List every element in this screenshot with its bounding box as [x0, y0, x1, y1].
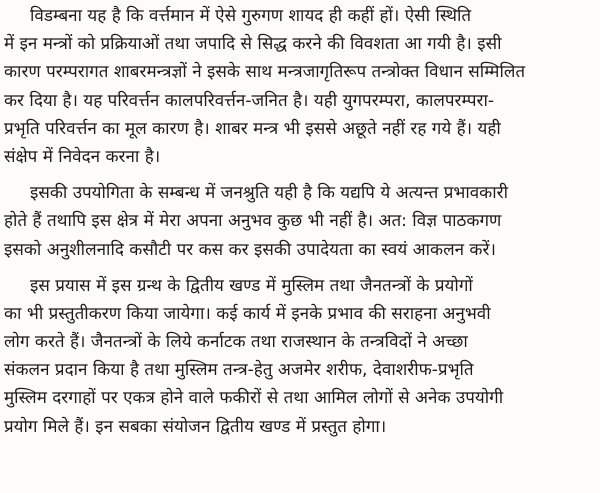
paragraph-2 — [4, 179, 596, 264]
paragraph-2-line-2: होते हैं तथापि इस क्षेत्र में मेरा अपना अनुभव कुछ भी नहीं है। अत: विज्ञ पाठकगण — [4, 211, 502, 232]
paragraph-3-line-5: मुस्लिम दरगाहों पर एकत्र होने वाले फकीरों से तथा आमिल लोगों से अनेक उपयोगी — [4, 388, 504, 409]
paragraph-1-line-1: विडम्बना यह है कि वर्त्तमान में ऐसे गुरुगण शायद ही कहीं हों। ऐसी स्थिति — [30, 6, 472, 26]
paragraph-1-line-4: कर दिया है। यह परिवर्त्तन कालपरिवर्त्तन-जनित है। यही युगपरम्परा, कालपरम्परा- — [4, 90, 495, 111]
paragraph-1-line-5: प्रभृति परिवर्त्तन का मूल कारण है। शाबर मन्त्र भी इससे अछूते नहीं रह गये हैं। यही — [4, 118, 501, 139]
paragraph-1-line-6: संक्षेप में निवेदन करना है। — [4, 146, 161, 167]
paragraph-3-line-6: प्रयोग मिले हैं। इन सबका संयोजन द्वितीय खण्ड में प्रस्तुत होगा। — [4, 416, 387, 437]
paragraph-3-line-3: लोग करते हैं। जैनतन्त्रों के लिये कर्नाटक तथा राजस्थान के तन्त्रविदों ने अच्छा — [4, 332, 468, 353]
paragraph-1 — [4, 2, 596, 171]
paragraph-3 — [4, 272, 596, 441]
paragraph-1-line-2: में इन मन्त्रों को प्रक्रियाओं तथा जपादि से सिद्ध करने की विवशता आ गयी है। इसी — [4, 34, 502, 55]
paragraph-3-line-4: संकलन प्रदान किया है तथा मुस्लिम तन्त्र-हेतु अजमेर शरीफ, देवाशरीफ-प्रभृति — [4, 360, 474, 381]
paragraph-1-line-3: कारण परम्परागत शाबरमन्त्रज्ञों ने इसके साथ मन्त्रजागृतिरूप तन्त्रोक्त विधान सम्मिलित — [4, 62, 526, 83]
paragraph-2-line-1: इसकी उपयोगिता के सम्बन्ध में जनश्रुति यही है कि यद्यपि ये अत्यन्त प्रभावकारी — [30, 183, 508, 204]
paragraph-3-line-2: का भी प्रस्तुतीकरण किया जायेगा। कई कार्य में इनके प्रभाव की सराहना अनुभवी — [4, 303, 491, 324]
paragraph-2-line-3: इसको अनुशीलनादि कसौटी पर कस कर इसकी उपादेयता का स्वयं आकलन करें। — [4, 239, 496, 260]
paragraph-3-line-1: इस प्रयास में इस ग्रन्थ के द्वितीय खण्ड में मुस्लिम तथा जैनतन्त्रों के प्रयोगों — [30, 275, 473, 296]
